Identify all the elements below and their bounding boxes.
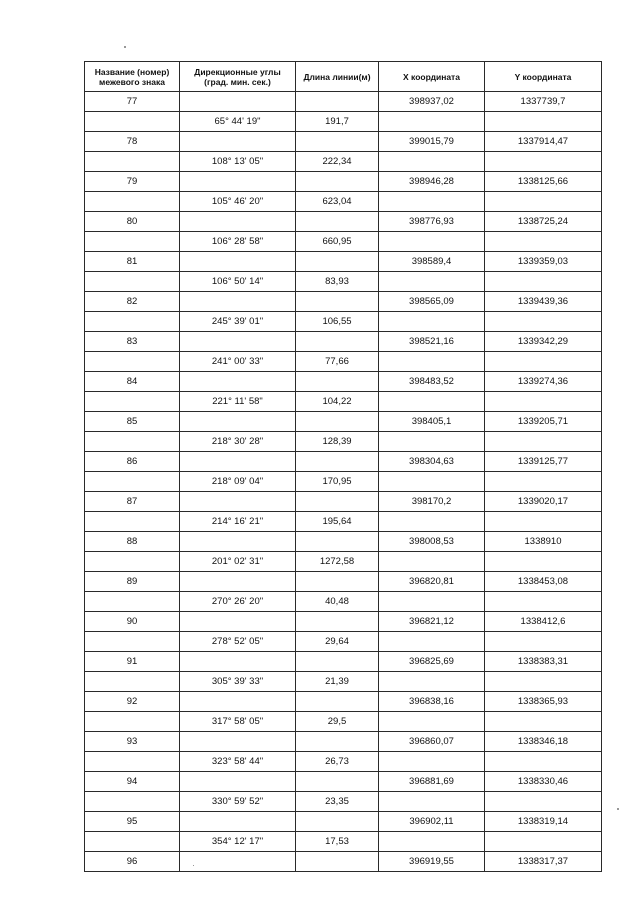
cell-x-coordinate [379,392,485,412]
boundary-coordinates-table [84,61,602,872]
cell-y-coordinate: 1339205,71 [485,412,602,432]
cell-marker-name [85,152,180,172]
cell-bearing [180,852,296,872]
scan-speck [193,865,194,866]
table-row [85,412,602,432]
cell-y-coordinate [485,632,602,652]
cell-marker-name: 85 [85,412,180,432]
cell-x-coordinate: 398170,2 [379,492,485,512]
cell-bearing: 108° 13' 05" [180,152,296,172]
cell-line-length: 170,95 [296,472,379,492]
table-row [85,372,602,392]
cell-line-length: 1272,58 [296,552,379,572]
cell-line-length [296,92,379,112]
cell-x-coordinate [379,112,485,132]
cell-line-length: 77,66 [296,352,379,372]
cell-y-coordinate: 1339274,36 [485,372,602,392]
cell-line-length [296,692,379,712]
cell-line-length [296,732,379,752]
table-row [85,152,602,172]
table-row [85,252,602,272]
cell-x-coordinate: 396821,12 [379,612,485,632]
cell-bearing [180,612,296,632]
cell-line-length [296,372,379,392]
cell-x-coordinate [379,712,485,732]
table-row [85,692,602,712]
cell-x-coordinate: 398565,09 [379,292,485,312]
cell-marker-name: 96 [85,852,180,872]
cell-marker-name: 79 [85,172,180,192]
cell-bearing [180,572,296,592]
cell-bearing [180,252,296,272]
cell-marker-name [85,472,180,492]
cell-marker-name: 95 [85,812,180,832]
cell-y-coordinate [485,352,602,372]
cell-y-coordinate [485,672,602,692]
cell-y-coordinate [485,392,602,412]
cell-line-length: 106,55 [296,312,379,332]
cell-bearing [180,772,296,792]
cell-y-coordinate: 1339125,77 [485,452,602,472]
cell-x-coordinate [379,312,485,332]
cell-marker-name: 94 [85,772,180,792]
cell-line-length [296,852,379,872]
cell-marker-name [85,352,180,372]
cell-marker-name [85,712,180,732]
cell-y-coordinate [485,312,602,332]
cell-y-coordinate: 1338453,08 [485,572,602,592]
cell-line-length: 23,35 [296,792,379,812]
cell-y-coordinate [485,192,602,212]
cell-marker-name [85,432,180,452]
cell-line-length: 21,39 [296,672,379,692]
cell-x-coordinate: 398776,93 [379,212,485,232]
cell-x-coordinate: 396881,69 [379,772,485,792]
cell-line-length: 191,7 [296,112,379,132]
cell-x-coordinate: 398304,63 [379,452,485,472]
cell-bearing: 278° 52' 05" [180,632,296,652]
cell-marker-name [85,832,180,852]
cell-y-coordinate [485,512,602,532]
cell-x-coordinate: 398589,4 [379,252,485,272]
cell-y-coordinate: 1338317,37 [485,852,602,872]
cell-marker-name: 80 [85,212,180,232]
cell-x-coordinate: 398946,28 [379,172,485,192]
table-row [85,292,602,312]
cell-x-coordinate: 398008,53 [379,532,485,552]
cell-y-coordinate [485,272,602,292]
cell-y-coordinate [485,592,602,612]
cell-x-coordinate: 396820,81 [379,572,485,592]
table-row [85,272,602,292]
cell-bearing [180,332,296,352]
table-row [85,472,602,492]
cell-x-coordinate [379,592,485,612]
table-row [85,332,602,352]
cell-marker-name [85,672,180,692]
cell-bearing: 214° 16' 21" [180,512,296,532]
table-row [85,512,602,532]
cell-bearing [180,732,296,752]
cell-y-coordinate [485,552,602,572]
cell-bearing [180,172,296,192]
cell-line-length: 83,93 [296,272,379,292]
cell-x-coordinate: 398405,1 [379,412,485,432]
cell-x-coordinate [379,552,485,572]
cell-bearing [180,652,296,672]
cell-x-coordinate: 396838,16 [379,692,485,712]
cell-y-coordinate: 1338125,66 [485,172,602,192]
cell-line-length [296,252,379,272]
cell-bearing: 218° 30' 28" [180,432,296,452]
cell-bearing: 218° 09' 04" [180,472,296,492]
cell-bearing: 270° 26' 20" [180,592,296,612]
cell-line-length [296,332,379,352]
cell-y-coordinate [485,792,602,812]
cell-y-coordinate: 1337914,47 [485,132,602,152]
cell-marker-name: 89 [85,572,180,592]
cell-line-length [296,172,379,192]
cell-y-coordinate [485,112,602,132]
cell-line-length: 660,95 [296,232,379,252]
cell-bearing: 323° 58' 44" [180,752,296,772]
table-row [85,792,602,812]
cell-x-coordinate: 398483,52 [379,372,485,392]
cell-line-length: 29,64 [296,632,379,652]
cell-bearing: 221° 11' 58" [180,392,296,412]
cell-x-coordinate: 396860,07 [379,732,485,752]
cell-line-length [296,532,379,552]
cell-line-length [296,652,379,672]
cell-marker-name [85,112,180,132]
cell-y-coordinate: 1338346,18 [485,732,602,752]
cell-line-length: 623,04 [296,192,379,212]
cell-marker-name: 86 [85,452,180,472]
cell-x-coordinate: 396919,55 [379,852,485,872]
table-row [85,752,602,772]
cell-bearing [180,132,296,152]
table-row [85,492,602,512]
header-y-coordinate: Y координата [485,62,602,92]
cell-x-coordinate [379,192,485,212]
cell-y-coordinate: 1339359,03 [485,252,602,272]
cell-x-coordinate [379,272,485,292]
cell-line-length [296,772,379,792]
cell-marker-name [85,792,180,812]
cell-x-coordinate [379,232,485,252]
table-row [85,112,602,132]
cell-line-length: 128,39 [296,432,379,452]
cell-bearing [180,292,296,312]
cell-line-length: 104,22 [296,392,379,412]
table-row [85,232,602,252]
cell-marker-name: 84 [85,372,180,392]
cell-line-length: 26,73 [296,752,379,772]
cell-y-coordinate: 1338725,24 [485,212,602,232]
cell-bearing: 241° 00' 33" [180,352,296,372]
cell-line-length [296,612,379,632]
table-row [85,632,602,652]
cell-x-coordinate [379,672,485,692]
cell-bearing [180,532,296,552]
cell-line-length [296,292,379,312]
cell-y-coordinate [485,472,602,492]
cell-bearing: 317° 58' 05" [180,712,296,732]
cell-bearing: 330° 59' 52" [180,792,296,812]
cell-marker-name: 91 [85,652,180,672]
cell-line-length [296,132,379,152]
cell-marker-name [85,632,180,652]
cell-line-length: 222,34 [296,152,379,172]
cell-x-coordinate [379,632,485,652]
scan-speck [617,808,619,810]
table-row [85,192,602,212]
cell-x-coordinate: 396902,11 [379,812,485,832]
cell-line-length [296,572,379,592]
cell-x-coordinate: 398937,02 [379,92,485,112]
table-row [85,552,602,572]
cell-y-coordinate: 1338319,14 [485,812,602,832]
table-row [85,672,602,692]
cell-bearing: 106° 50' 14" [180,272,296,292]
header-bearing: Дирекционные углы (град. мин. сек.) [180,62,296,92]
cell-bearing: 105° 46' 20" [180,192,296,212]
cell-bearing [180,812,296,832]
cell-line-length [296,812,379,832]
header-x-coordinate: X координата [379,62,485,92]
scan-speck [124,46,126,48]
coordinates-document [84,61,601,872]
cell-marker-name: 82 [85,292,180,312]
table-row [85,732,602,752]
cell-line-length [296,212,379,232]
cell-y-coordinate [485,832,602,852]
cell-line-length [296,452,379,472]
cell-bearing: 245° 39' 01" [180,312,296,332]
cell-marker-name: 93 [85,732,180,752]
cell-y-coordinate [485,712,602,732]
cell-bearing: 201° 02' 31" [180,552,296,572]
cell-y-coordinate: 1337739,7 [485,92,602,112]
cell-line-length: 195,64 [296,512,379,532]
header-line-length: Длина линии(м) [296,62,379,92]
cell-line-length [296,492,379,512]
cell-marker-name: 81 [85,252,180,272]
cell-marker-name: 77 [85,92,180,112]
cell-x-coordinate [379,352,485,372]
cell-x-coordinate [379,152,485,172]
cell-marker-name [85,192,180,212]
cell-y-coordinate: 1338330,46 [485,772,602,792]
cell-y-coordinate: 1338910 [485,532,602,552]
table-row [85,392,602,412]
cell-marker-name [85,312,180,332]
cell-y-coordinate: 1339020,17 [485,492,602,512]
table-row [85,612,602,632]
cell-y-coordinate [485,752,602,772]
table-row [85,772,602,792]
table-row [85,532,602,552]
table-row [85,832,602,852]
cell-bearing: 354° 12' 17" [180,832,296,852]
cell-marker-name: 78 [85,132,180,152]
cell-x-coordinate [379,472,485,492]
cell-y-coordinate [485,432,602,452]
cell-bearing: 65° 44' 19" [180,112,296,132]
cell-marker-name [85,512,180,532]
cell-bearing [180,692,296,712]
cell-marker-name: 90 [85,612,180,632]
table-row [85,312,602,332]
cell-bearing [180,412,296,432]
cell-marker-name [85,272,180,292]
cell-x-coordinate [379,832,485,852]
cell-x-coordinate [379,752,485,772]
cell-bearing: 106° 28' 58" [180,232,296,252]
cell-line-length [296,412,379,432]
cell-y-coordinate: 1339439,36 [485,292,602,312]
table-row [85,452,602,472]
table-header-row [85,62,602,92]
cell-bearing [180,372,296,392]
table-row [85,652,602,672]
table-row [85,592,602,612]
cell-line-length: 17,53 [296,832,379,852]
cell-marker-name: 87 [85,492,180,512]
cell-marker-name [85,552,180,572]
table-row [85,212,602,232]
cell-line-length: 29,5 [296,712,379,732]
cell-y-coordinate: 1338383,31 [485,652,602,672]
table-row [85,132,602,152]
cell-y-coordinate: 1339342,29 [485,332,602,352]
table-row [85,352,602,372]
table-row [85,572,602,592]
table-row [85,92,602,112]
cell-bearing [180,452,296,472]
cell-y-coordinate [485,152,602,172]
cell-x-coordinate: 396825,69 [379,652,485,672]
cell-x-coordinate: 399015,79 [379,132,485,152]
cell-marker-name [85,592,180,612]
cell-x-coordinate: 398521,16 [379,332,485,352]
cell-bearing [180,212,296,232]
cell-bearing [180,492,296,512]
cell-marker-name: 83 [85,332,180,352]
cell-line-length: 40,48 [296,592,379,612]
cell-bearing [180,92,296,112]
cell-y-coordinate [485,232,602,252]
cell-marker-name: 92 [85,692,180,712]
cell-marker-name [85,752,180,772]
table-row [85,432,602,452]
table-body [85,92,602,872]
cell-marker-name [85,232,180,252]
table-row [85,812,602,832]
cell-marker-name: 88 [85,532,180,552]
header-marker-name: Название (номер) межевого знака [85,62,180,92]
table-row [85,172,602,192]
cell-y-coordinate: 1338412,6 [485,612,602,632]
cell-bearing: 305° 39' 33" [180,672,296,692]
table-row [85,712,602,732]
cell-marker-name [85,392,180,412]
cell-x-coordinate [379,432,485,452]
cell-x-coordinate [379,512,485,532]
cell-x-coordinate [379,792,485,812]
cell-y-coordinate: 1338365,93 [485,692,602,712]
table-row [85,852,602,872]
